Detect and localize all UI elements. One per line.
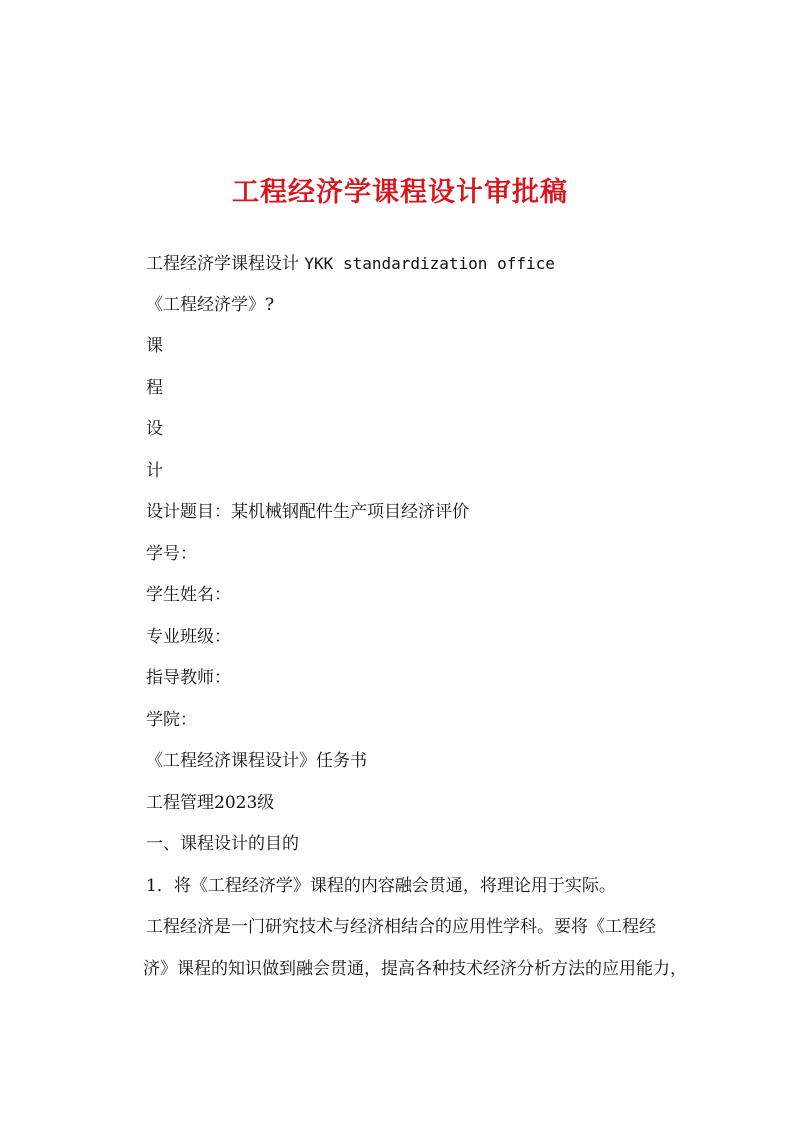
- grade-line: 工程管理2023级: [146, 792, 275, 813]
- student-id-label: 学号：: [146, 543, 197, 564]
- major-class-label: 专业班级：: [146, 626, 231, 647]
- header-line-en: YKK standardization office: [304, 254, 555, 273]
- advisor-label: 指导教师：: [146, 668, 231, 688]
- header-line: [146, 243, 706, 285]
- section-heading-1: 一、课程设计的目的: [146, 834, 299, 854]
- document-body: [143, 243, 706, 990]
- document-title: 工程经济学课程设计审批稿: [232, 177, 568, 208]
- paragraph-line-2: 济》课程的知识做到融会贯通，提高各种技术经济分析方法的应用能力，: [143, 958, 687, 979]
- task-book-title: 《工程经济课程设计》任务书: [146, 751, 367, 771]
- design-topic: 设计题目：某机械钢配件生产项目经济评价: [146, 502, 469, 522]
- vertical-char-1: 课: [146, 336, 163, 356]
- header-line-cn: 工程经济学课程设计: [146, 254, 305, 274]
- vertical-char-2: 程: [146, 377, 163, 398]
- student-name-label: 学生姓名：: [146, 585, 231, 605]
- college-label: 学院：: [146, 709, 197, 730]
- body-paragraph: [143, 907, 706, 990]
- paragraph-line-1: 工程经济是一门研究技术与经济相结合的应用性学科。要将《工程经: [146, 917, 656, 937]
- vertical-char-3: 设: [146, 419, 163, 439]
- book-title: 《工程经济学》?: [146, 294, 275, 315]
- vertical-char-4: 计: [146, 460, 163, 481]
- list-item-1: 1．将《工程经济学》课程的内容融会贯通，将理论用于实际。: [146, 875, 616, 896]
